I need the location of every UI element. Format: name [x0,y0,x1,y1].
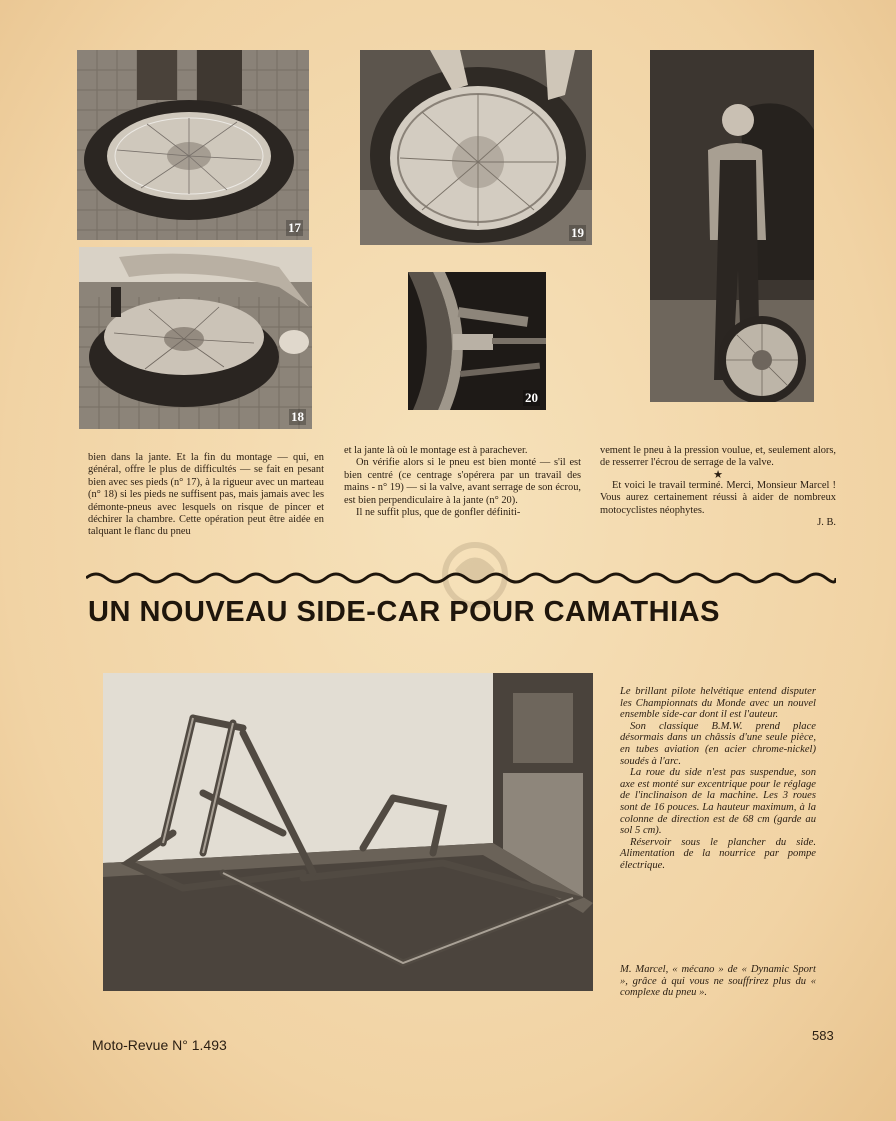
sidecar-caption [620,686,816,872]
paragraph: et la jante là où le montage est à parachever. [344,445,528,456]
text-column-2 [344,445,581,519]
photo-fig17 [77,50,309,240]
article-title: UN NOUVEAU SIDE-CAR POUR CAMATHIAS [88,596,720,628]
figure-number: 17 [288,220,301,235]
caption-paragraph: Son classique B.M.W. prend place désormais dans un châssis d'une seule pièce, en tubes aviation (en acier chrome-nickel) soudés à l'arc. [620,720,816,767]
tire-centering-image [360,50,592,245]
signature: J. B. [817,517,836,529]
photo-fig19 [360,50,592,245]
mechanic-portrait-image [650,50,814,402]
photo-fig18 [79,247,312,429]
paragraph: vement le pneu à la pression voulue, et, seulement alors, de resserrer l'écrou de serrage de la valve. [600,445,836,469]
sidecar-frame-image [103,673,593,991]
text-column-3 [600,445,836,529]
text-column-1 [88,452,324,539]
mechanic-caption [620,964,816,999]
figure-number: 18 [291,409,304,424]
caption-paragraph: Réservoir sous le plancher du side. Alimentation de la nourrice par pompe électrique. [620,836,816,871]
paragraph: On vérifie alors si le pneu est bien monté — s'il est bien centré (ce centrage s'opérera par un travail des mains - n° 19) — si la valve, avant serrage de son écrou, est bien perpendiculaire à la jante (n° 20). [344,457,581,506]
photo-fig20 [408,272,546,410]
photo-mechanic [650,50,814,402]
caption-paragraph: M. Marcel, « mécano » de « Dynamic Sport », grâce à qui vous ne souffrirez plus du « complexe du pneu ». [620,964,816,999]
page-number: 583 [812,1028,834,1043]
caption-paragraph: Le brillant pilote helvétique entend disputer les Championnats du Monde avec un nouvel ensemble side-car dont il est l'auteur. [620,686,816,721]
wavy-divider [86,566,836,586]
figure-number: 19 [571,225,584,240]
paragraph: bien dans la jante. Et la fin du montage — qui, en général, offre le plus de difficultés — se fait en pesant bien avec ses pieds (n° 17), à la rigueur avec un marteau (n° 18) si les pieds ne suffisent pas, mais jamais avec les démonte-pneus avec lesquels on risque de pincer et déchirer la chambre. Cette opération peut être aidée en talquant le flanc du pneu [88,452,324,538]
magazine-footer: Moto-Revue N° 1.493 [92,1037,227,1053]
photo-sidecar-chassis [103,673,593,991]
tire-hammer-image [79,247,312,429]
paragraph: Et voici le travail terminé. Merci, Monsieur Marcel ! Vous aurez certainement réussi à aider de nombreux motocyclistes néophytes. [600,479,836,516]
tire-on-floor-image [77,50,309,240]
star-separator: ★ [713,468,723,481]
paragraph: Il ne suffit plus, que de gonfler définiti- [356,507,521,519]
caption-paragraph: La roue du side n'est pas suspendue, son axe est monté sur excentrique pour le réglage de l'inclinaison de la machine. Les 3 roues sont de 16 pouces. La hauteur maximum, à la colonne de direction est de 68 cm (garde au sol 5 cm). [620,767,816,837]
figure-number: 20 [525,390,538,405]
